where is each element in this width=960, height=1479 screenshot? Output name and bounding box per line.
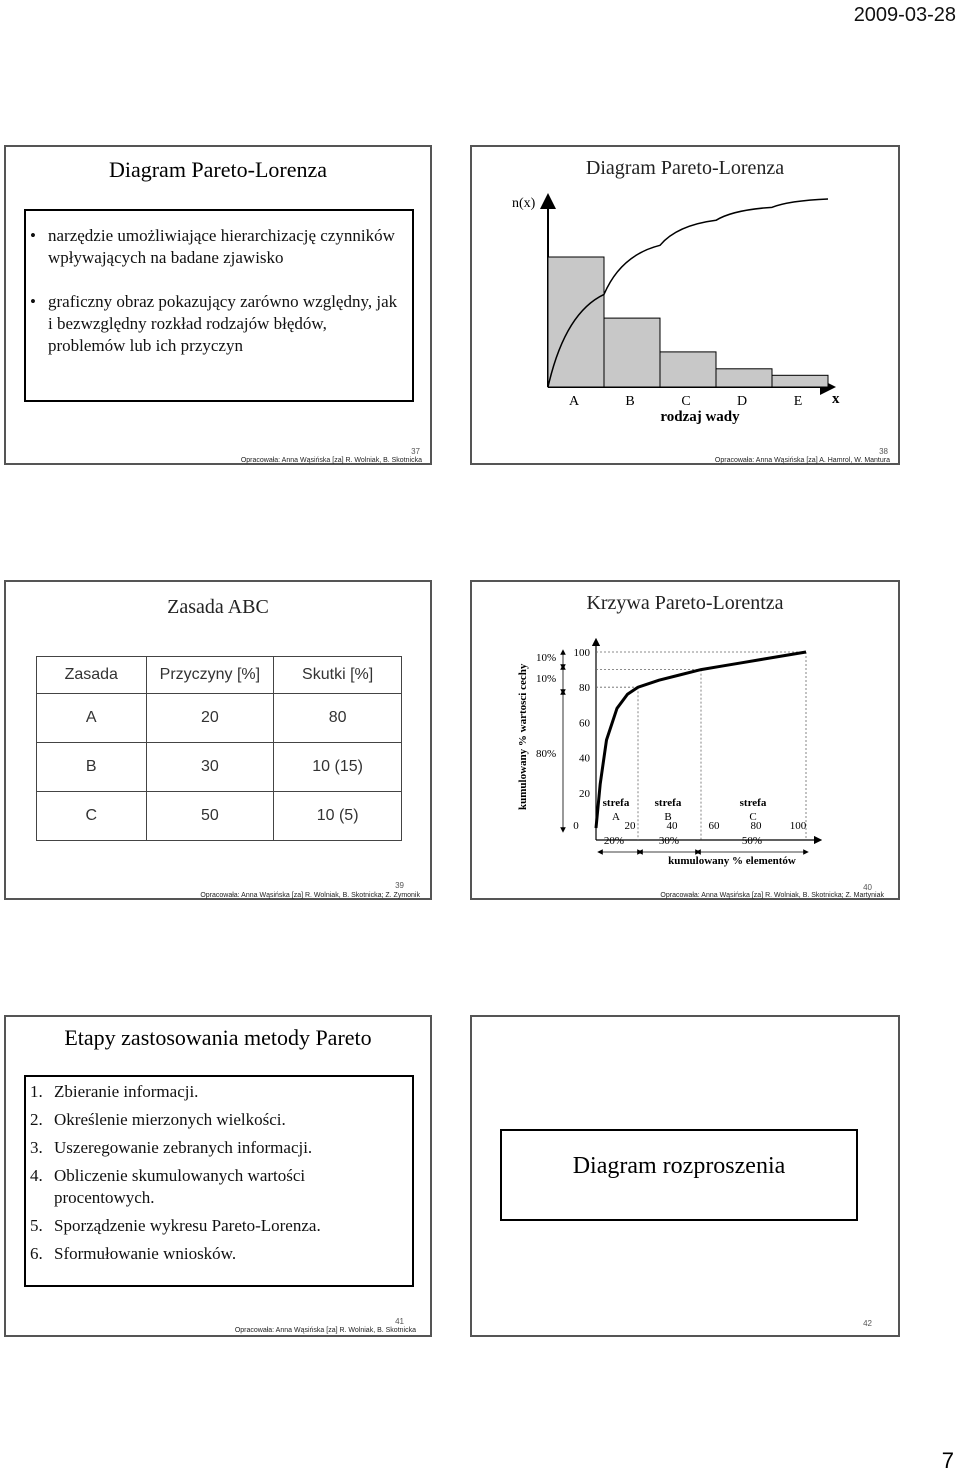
y-tick-label: 80 — [579, 682, 590, 695]
table-cell: 10 (15) — [274, 743, 402, 792]
table-cell: 30 — [146, 743, 274, 792]
table-cell: A — [37, 694, 147, 743]
table-row — [37, 694, 402, 743]
x-tick-label: 0 — [573, 820, 579, 832]
list-item — [26, 1137, 396, 1159]
step-number: 6. — [30, 1244, 43, 1263]
slide-title: Krzywa Pareto-Lorentza — [586, 592, 784, 614]
x-tick-label: 40 — [666, 820, 678, 832]
table-cell: B — [37, 743, 147, 792]
slide-40 — [470, 580, 900, 900]
step-number: 2. — [30, 1110, 43, 1129]
category-label: D — [736, 394, 748, 409]
slide-title: Diagram Pareto-Lorenza — [585, 157, 785, 179]
list-item — [26, 1081, 396, 1103]
bottom-bracket-label: 30% — [658, 835, 680, 847]
page-number: 41 — [395, 1317, 404, 1326]
y-tick-label: 100 — [573, 647, 590, 659]
step-text: Określenie mierzonych wielkości. — [54, 1110, 286, 1129]
zone-label: strefa — [654, 797, 682, 809]
slide-37 — [4, 145, 432, 465]
step-text: Zbieranie informacji. — [54, 1082, 199, 1101]
step-text: Obliczenie skumulowanych wartości procentowych. — [54, 1166, 306, 1207]
step-number: 4. — [30, 1166, 43, 1185]
list-item — [26, 1243, 396, 1265]
page-number: 40 — [863, 883, 872, 892]
credit-text: Opracowała: Anna Wąsińska [za] R. Wolniak, B. Skotnicka — [240, 457, 422, 464]
zone-label: A — [612, 811, 620, 823]
x-tick-label: 20 — [624, 820, 636, 832]
y-tick-label: 20 — [579, 787, 590, 800]
credit-text: Opracowała: Anna Wąsińska [za] R. Wolniak, B. Skotnicka; Z. Martyniak — [660, 892, 884, 899]
header-date: 2009-03-28 — [853, 4, 956, 26]
y-tick-label: 60 — [579, 717, 590, 730]
table-header-cell: Przyczyny [%] — [146, 657, 274, 694]
step-number: 3. — [30, 1138, 43, 1157]
y-tick-label: 40 — [579, 752, 590, 765]
category-label: E — [793, 394, 803, 409]
credit-text: Opracowała: Anna Wąsińska [za] A. Hamrol, W. Mantura — [714, 457, 890, 464]
bar — [772, 375, 828, 387]
page-number: 39 — [395, 881, 404, 890]
pareto-bar-chart — [472, 187, 898, 437]
bullet-item: • narzędzie umożliwiające hierarchizację czynników wpływających na badane zjawisko — [26, 225, 406, 269]
step-number: 1. — [30, 1082, 43, 1101]
bottom-bracket-label: 50% — [741, 835, 763, 847]
slide-title: Zasada ABC — [167, 596, 269, 618]
zone-label: B — [664, 811, 672, 823]
page-number: 42 — [863, 1319, 872, 1328]
slide-39 — [4, 580, 432, 900]
slide-41 — [4, 1015, 432, 1337]
slide-38 — [470, 145, 900, 465]
table-cell: 20 — [146, 694, 274, 743]
x-caption: rodzaj wady — [660, 409, 740, 425]
table-header-row — [37, 657, 402, 694]
x-axis-label: kumulowany % elementów — [668, 855, 796, 867]
zone-label: strefa — [602, 797, 630, 809]
step-text: Sporządzenie wykresu Pareto-Lorenza. — [54, 1216, 321, 1235]
list-item — [26, 1215, 396, 1237]
table-header-cell: Zasada — [37, 657, 147, 694]
zone-label: C — [749, 811, 757, 823]
category-label: B — [625, 394, 635, 409]
x-tick-label: 60 — [708, 820, 720, 832]
x-tick-label: 100 — [789, 820, 807, 832]
category-label: C — [681, 394, 691, 409]
steps-list — [26, 1081, 396, 1271]
left-bracket-label: 10% — [536, 673, 557, 685]
slide-42 — [470, 1015, 900, 1337]
page-number: 7 — [941, 1448, 954, 1473]
zone-label: strefa — [739, 797, 767, 809]
y-axis-label: kumulowany % wartosci cechy — [517, 663, 529, 810]
table-cell: 10 (5) — [274, 792, 402, 841]
table-header-cell: Skutki [%] — [274, 657, 402, 694]
table-row — [37, 792, 402, 841]
page-number: 38 — [879, 447, 888, 456]
x-axis-label: x — [832, 391, 840, 407]
step-number: 5. — [30, 1216, 43, 1235]
step-text: Sformułowanie wniosków. — [54, 1244, 237, 1263]
table-cell: 80 — [274, 694, 402, 743]
left-bracket-label: 10% — [536, 652, 557, 664]
x-tick-label: 80 — [750, 820, 762, 832]
slide-title: Diagram Pareto-Lorenza — [108, 157, 328, 182]
bar — [548, 257, 604, 387]
credit-text: Opracowała: Anna Wąsińska [za] R. Wolniak, B. Skotnicka — [234, 1327, 416, 1334]
credit-text: Opracowała: Anna Wąsińska [za] R. Wolniak, B. Skotnicka; Z. Zymonik — [200, 892, 420, 899]
bullet-list — [26, 225, 406, 357]
page-number: 37 — [411, 447, 420, 456]
bottom-bracket-label: 20% — [603, 835, 625, 847]
list-item — [26, 1109, 396, 1131]
bar — [604, 318, 660, 387]
abc-table — [36, 656, 402, 841]
pareto-lorenz-curve-chart — [472, 630, 898, 874]
y-axis-label: n(x) — [512, 196, 536, 211]
slide-title: Etapy zastosowania metody Pareto — [64, 1025, 372, 1050]
bar — [660, 352, 716, 387]
bar — [716, 369, 772, 387]
table-row — [37, 743, 402, 792]
table-cell: 50 — [146, 792, 274, 841]
bullet-item: • graficzny obraz pokazujący zarówno względny, jak i bezwzględny rozkład rodzajów błędów, problemów lub ich przyczyn — [26, 291, 406, 357]
category-label: A — [568, 394, 580, 409]
slide-title: Diagram rozproszenia — [572, 1153, 786, 1179]
list-item — [26, 1165, 396, 1209]
table-cell: C — [37, 792, 147, 841]
step-text: Uszeregowanie zebranych informacji. — [54, 1138, 313, 1157]
left-bracket-label: 80% — [536, 748, 557, 760]
